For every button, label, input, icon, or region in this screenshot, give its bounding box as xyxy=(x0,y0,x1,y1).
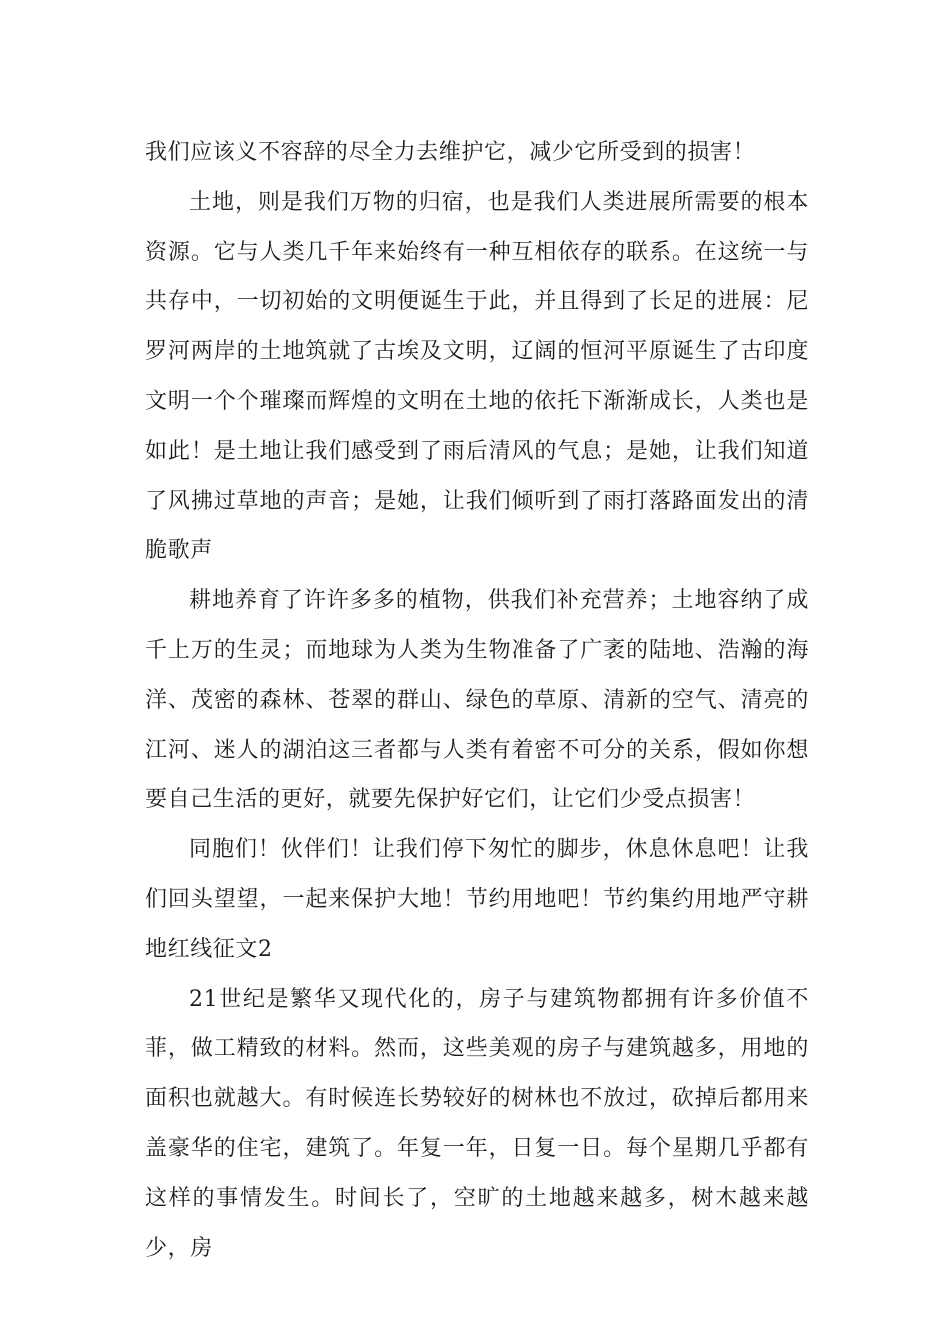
paragraph-4: 同胞们！伙伴们！让我们停下匆忙的脚步，休息休息吧！让我们回头望望，一起来保护大地！节约用地吧！节约集约用地严守耕地红线征文2 xyxy=(145,837,809,962)
paragraph-1: 我们应该义不容辞的尽全力去维护它，减少它所受到的损害！ xyxy=(145,140,756,165)
paragraph-5: 21世纪是繁华又现代化的，房子与建筑物都拥有许多价值不菲，做工精致的材料。然而，这些美观的房子与建筑越多，用地的面积也就越大。有时候连长势较好的树林也不放过，砍掉后都用来盖豪华的住宅，建筑了。年复一年，日复一日。每个星期几乎都有这样的事情发生。时间长了，空旷的土地越来越多，树木越来越少，房 xyxy=(145,986,809,1261)
paragraph-3: 耕地养育了许许多多的植物，供我们补充营养；土地容纳了成千上万的生灵；而地球为人类为生物准备了广袤的陆地、浩瀚的海洋、茂密的森林、苍翠的群山、绿色的草原、清新的空气、清亮的江河、迷人的湖泊这三者都与人类有着密不可分的关系，假如你想要自己生活的更好，就要先保护好它们，让它们少受点损害！ xyxy=(145,588,809,813)
paragraph-2: 土地，则是我们万物的归宿，也是我们人类进展所需要的根本资源。它与人类几千年来始终有一种互相依存的联系。在这统一与共存中，一切初始的文明便诞生于此，并且得到了长足的进展：尼罗河两岸的土地筑就了古埃及文明，辽阔的恒河平原诞生了古印度文明一个个璀璨而辉煌的文明在土地的依托下渐渐成长，人类也是如此！是土地让我们感受到了雨后清风的气息；是她，让我们知道了风拂过草地的声音；是她，让我们倾听到了雨打落路面发出的清脆歌声 xyxy=(145,189,809,564)
document-body xyxy=(145,128,809,1273)
